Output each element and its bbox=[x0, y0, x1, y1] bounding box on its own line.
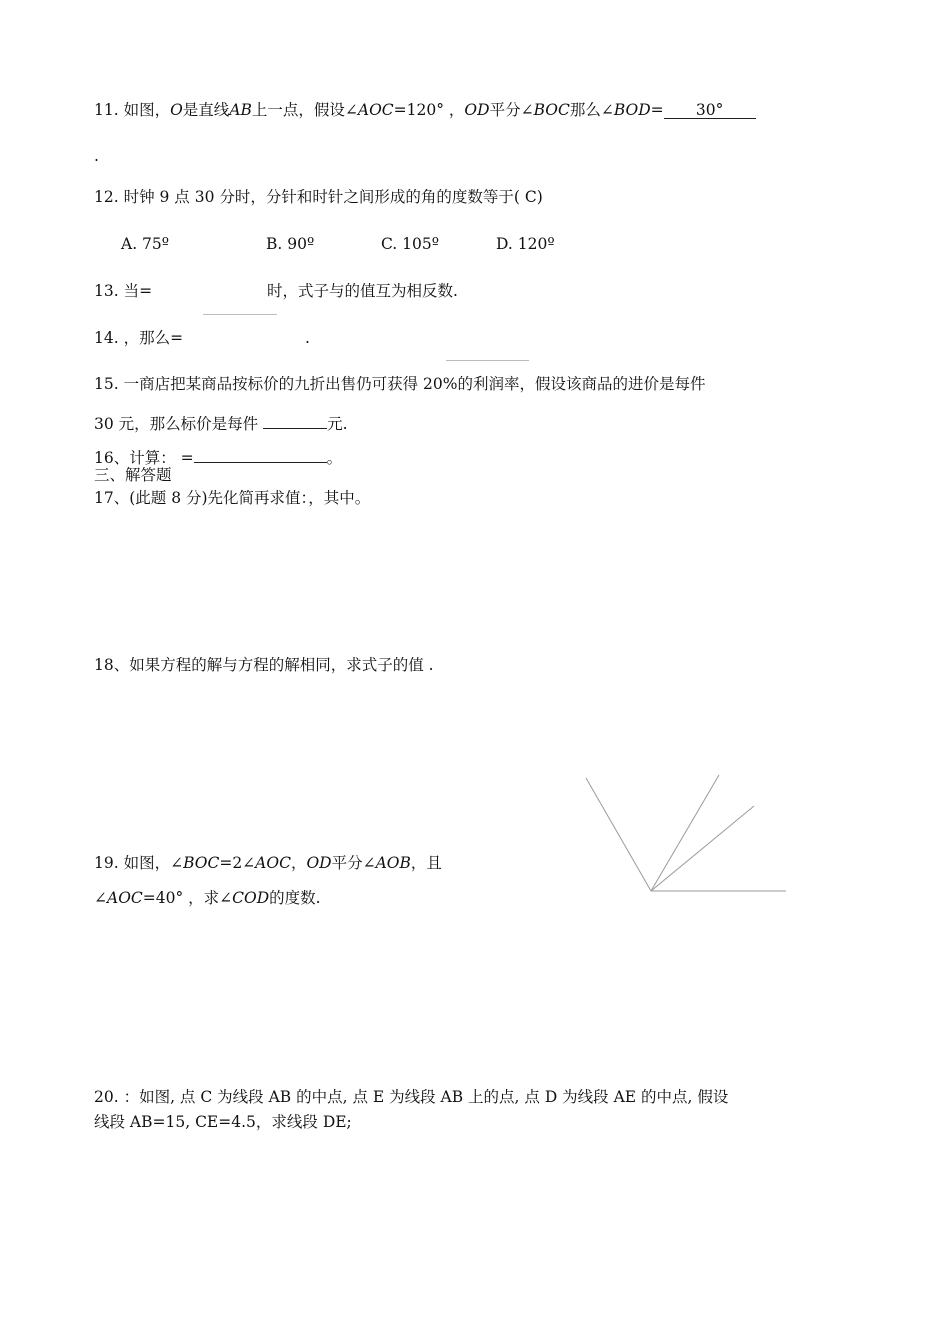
q19-t8: 的度数. bbox=[269, 889, 321, 907]
q16-suffix: 。 bbox=[326, 449, 343, 467]
question-19-line2 bbox=[94, 888, 321, 908]
question-18: 18、如果方程的解与方程的解相同，求式子的值 . bbox=[94, 656, 434, 674]
question-12: 12. 时钟 9 点 30 分时，分针和时针之间形成的角的度数等于( C) bbox=[94, 188, 543, 206]
question-20-line1: 20. ：如图, 点 C 为线段 AB 的中点, 点 E 为线段 AB 上的点, 点 D 为线段 AE 的中点, 假设 bbox=[94, 1088, 729, 1106]
q11-text3: =120° ， bbox=[393, 101, 465, 119]
q19-angle-cod: COD bbox=[232, 889, 270, 907]
q11-line-ab: AB bbox=[229, 101, 252, 119]
q19-t3: ， bbox=[290, 854, 307, 872]
q15-line1: 15. 一商店把某商品按标价的九折出售仍可获得 20%的利润率，假设该商品的进价是每件 bbox=[94, 375, 706, 393]
q19-t1: 19. 如图，∠ bbox=[94, 854, 184, 872]
question-19-line1 bbox=[94, 853, 442, 873]
q13-prefix: 13. 当= bbox=[94, 282, 153, 300]
q11-ray-od: OD bbox=[464, 101, 490, 119]
q19-angle-aoc: AOC bbox=[255, 854, 291, 872]
q11-angle-boc: BOC bbox=[533, 101, 570, 119]
q19-t7: =40° ，求∠ bbox=[142, 889, 233, 907]
q11-text5: 那么∠ bbox=[569, 101, 614, 119]
q11-answer-blank: 30° bbox=[664, 100, 756, 119]
ray-upper bbox=[651, 775, 719, 891]
q12-option-a: A. 75º bbox=[121, 235, 170, 253]
q11-text4: 平分∠ bbox=[489, 101, 534, 119]
question-17: 17、(此题 8 分)先化简再求值：，其中。 bbox=[94, 489, 371, 507]
q15-line2-suffix: 元. bbox=[327, 415, 348, 433]
q16-prefix: 16、计算： = bbox=[94, 449, 194, 467]
q15-line2-prefix: 30 元，那么标价是每件 bbox=[94, 415, 259, 433]
q11-prefix: 11. 如图， bbox=[94, 101, 171, 119]
ray-middle bbox=[651, 806, 754, 891]
ray-left bbox=[586, 778, 651, 891]
q19-t2: =2∠ bbox=[219, 854, 256, 872]
q12-option-d: D. 120º bbox=[496, 235, 555, 253]
q11-angle-aoc: AOC bbox=[357, 101, 394, 119]
q11-angle-bod: BOD bbox=[613, 101, 651, 119]
q11-text1: 是直线 bbox=[182, 101, 230, 119]
q11-text6: = bbox=[650, 101, 664, 119]
q11-trailing-dot: . bbox=[94, 147, 99, 165]
question-20-line2: 线段 AB=15, CE=4.5，求线段 DE; bbox=[94, 1113, 352, 1131]
q19-t4: 平分∠ bbox=[331, 854, 376, 872]
q12-option-b: B. 90º bbox=[266, 235, 315, 253]
q13-suffix: 时，式子与的值互为相反数. bbox=[267, 282, 458, 300]
q19-t5: ，且 bbox=[410, 854, 442, 872]
q19-angle-aoc-2: AOC bbox=[107, 889, 143, 907]
q19-t6: ∠ bbox=[94, 889, 107, 907]
q14-prefix: 14. ，那么= bbox=[94, 329, 184, 347]
q11-text2: 上一点，假设∠ bbox=[251, 101, 358, 119]
q19-angle-aob: AOB bbox=[375, 854, 411, 872]
q12-option-c: C. 105º bbox=[381, 235, 440, 253]
q11-point-o: O bbox=[170, 101, 183, 119]
q19-angle-boc: BOC bbox=[183, 854, 220, 872]
q19-ray-od: OD bbox=[306, 854, 332, 872]
section-3-heading: 三、解答题 bbox=[94, 466, 172, 484]
q14-suffix: . bbox=[305, 329, 310, 347]
